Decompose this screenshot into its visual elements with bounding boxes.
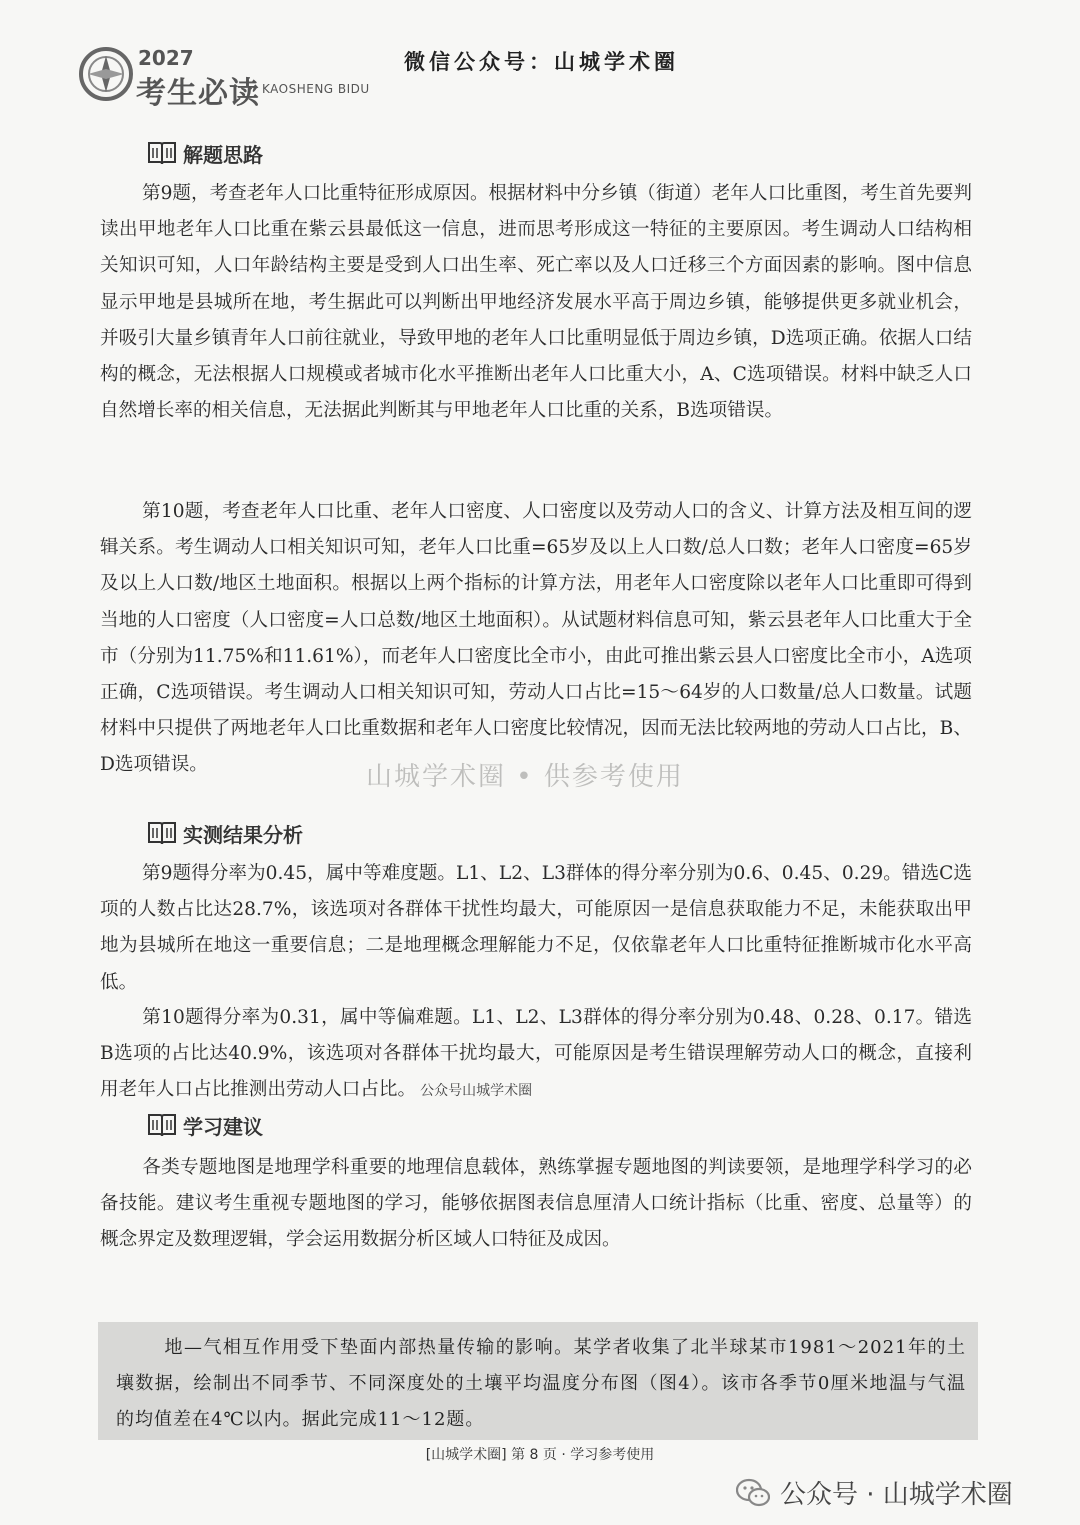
paragraph-text: 第10题，考查老年人口比重、老年人口密度、人口密度以及劳动人口的含义、计算方法及相互间的逻辑关系。考生调动人口相关知识可知，老年人口比重=65岁及以上人口数/总人口数；老年人口密度=65岁及以上人口数/地区土地面积。根据以上两个指标的计算方法，用老年人口密度除以老年人口比重即可得到当地的人口密度（人口密度=人口总数/地区土地面积）。从试题材料信息可知，紫云县老年人口比重大于全市（分别为11.75%和11.61%），而老年人口密度比全市小，由此可推出紫云县人口密度比全市小，A选项正确，C选项错误。考生调动人口相关知识可知，劳动人口占比=15～64岁的人口数量/总人口数量。试题材料中只提供了两地老年人口比重数据和老年人口密度比较情况，因而无法比较两地的劳动人口占比，B、D选项错误。: [100, 501, 972, 776]
section-title: 解题思路: [183, 142, 263, 167]
paragraph: [100, 1150, 972, 1259]
paragraph: [100, 494, 972, 784]
open-book-icon: [147, 140, 177, 166]
open-book-icon: [147, 1112, 177, 1138]
material-text: [116, 1330, 966, 1438]
paragraph: [100, 856, 972, 1001]
material-box: [98, 1322, 978, 1440]
logo-subtitle: KAOSHENG BIDU: [262, 82, 370, 96]
material-text-content: 地—气相互作用受下垫面内部热量传输的影响。某学者收集了北半球某市1981～2021年的土壤数据，绘制出不同季节、不同深度处的土壤平均温度分布图（图4）。该市各季节0厘米地温与气温的均值差在4℃以内。据此完成11～12题。: [116, 1337, 966, 1430]
open-book-icon: [147, 820, 177, 846]
logo-year: 2027: [138, 46, 194, 70]
paragraph-text: 各类专题地图是地理学科重要的地理信息载体，熟练掌握专题地图的判读要领，是地理学科学习的必备技能。建议考生重视专题地图的学习，能够依据图表信息厘清人口统计指标（比重、密度、总量等）的概念界定及数理逻辑，学会运用数据分析区域人口特征及成因。: [100, 1157, 972, 1251]
page-footer: [山城学术圈] 第 8 页 · 学习参考使用: [425, 1447, 655, 1463]
paragraph: [100, 176, 972, 429]
section-title: 学习建议: [183, 1114, 263, 1139]
wechat-icon: [736, 1478, 770, 1508]
section-heading-solution: [147, 138, 263, 168]
badge-text: 公众号 · 山城学术圈: [780, 1480, 1013, 1510]
inline-note: 公众号山城学术圈: [420, 1083, 533, 1100]
paragraph-text: 第10题得分率为0.31，属中等偏难题。L1、L2、L3群体的得分率分别为0.48、0.28、0.17。错选B选项的占比达40.9%，该选项对各群体干扰均最大，可能原因是考生错误理解劳动人口的概念，直接利用老年人口占比推测出劳动人口占比。: [100, 1007, 972, 1101]
watermark: 山城学术圈 • 供参考使用: [366, 762, 684, 792]
section-heading-results: [147, 818, 303, 848]
brand-logo: [72, 36, 372, 111]
compass-logo-icon: [78, 46, 134, 102]
paragraph: [100, 1000, 972, 1110]
paragraph-text: 第9题得分率为0.45，属中等难度题。L1、L2、L3群体的得分率分别为0.6、0.45、0.29。错选C选项的人数占比达28.7%，该选项对各群体干扰性均最大，可能原因一是信息获取能力不足，未能获取出甲地为县城所在地这一重要信息；二是地理概念理解能力不足，仅依靠老年人口比重特征推断城市化水平高低。: [100, 863, 972, 993]
section-heading-advice: [147, 1110, 263, 1140]
wechat-badge: [736, 1474, 1013, 1511]
header-wechat-text: 微信公众号：山城学术圈: [404, 49, 679, 74]
section-title: 实测结果分析: [183, 822, 303, 847]
logo-title: 考生必读: [136, 76, 260, 111]
paragraph-text: 第9题，考查老年人口比重特征形成原因。根据材料中分乡镇（街道）老年人口比重图，考生首先要判读出甲地老年人口比重在紫云县最低这一信息，进而思考形成这一特征的主要原因。考生调动人口结构相关知识可知，人口年龄结构主要是受到人口出生率、死亡率以及人口迁移三个方面因素的影响。图中信息显示甲地是县城所在地，考生据此可以判断出甲地经济发展水平高于周边乡镇，能够提供更多就业机会，并吸引大量乡镇青年人口前往就业，导致甲地的老年人口比重明显低于周边乡镇，D选项正确。依据人口结构的概念，无法根据人口规模或者城市化水平推断出老年人口比重大小，A、C选项错误。材料中缺乏人口自然增长率的相关信息，无法据此判断其与甲地老年人口比重的关系，B选项错误。: [100, 183, 972, 422]
